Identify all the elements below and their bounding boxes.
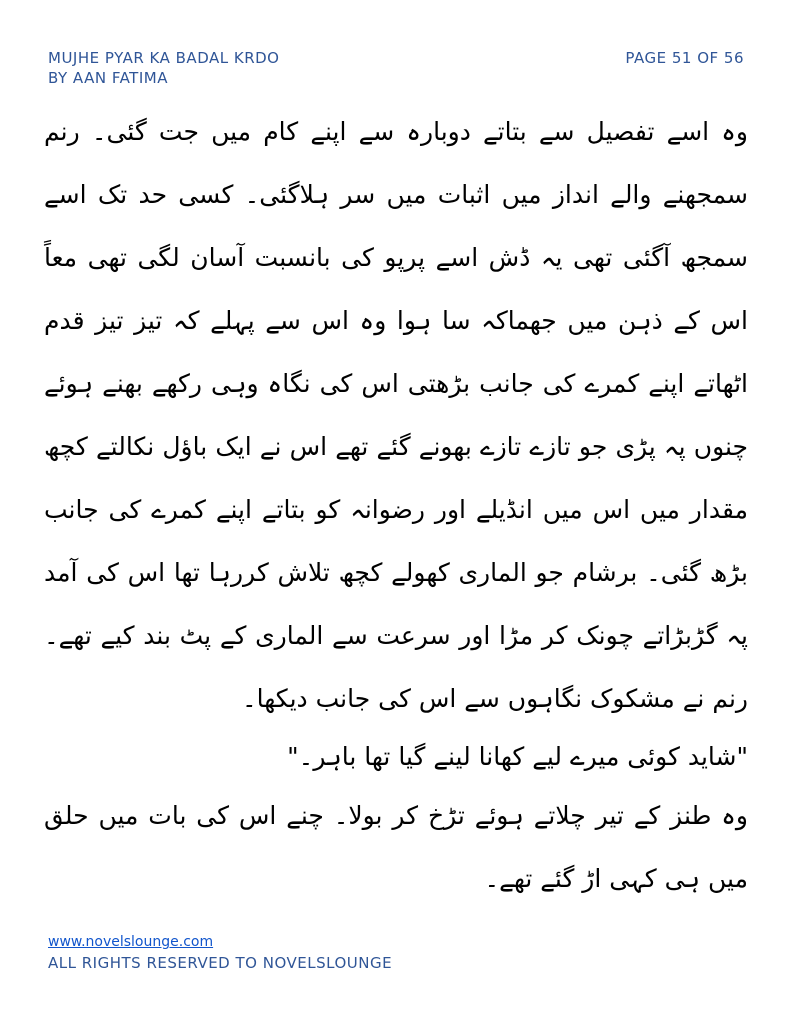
paragraph: "شاید کوئی میرے لیے کھانا لینے گیا تھا باہر۔" [287, 742, 748, 771]
footer [48, 932, 392, 974]
novel-title: MUJHE PYAR KA BADAL KRDO [48, 49, 280, 67]
paragraph: وہ اسے تفصیل سے بتاتے دوبارہ سے اپنے کام میں جت گئی۔ رنم سمجھنے والے انداز میں اثبات میں سر ہلاگئی۔ کسی حد تک اسے سمجھ آگئی تھی یہ ڈش اسے پرپو کی بانسبت آسان لگی تھی معاً اس کے ذہن میں جھماکہ سا ہوا وہ اس سے پہلے کہ تیز تیز قدم اٹھاتے اپنے کمرے کی جانب بڑھتی اس کی نگاہ وہی رکھے بھنے ہوئے چنوں پہ پڑی جو تازے تازے بھونے گئے تھے اس نے ایک باؤل نکالتے کچھ مقدار میں اس میں انڈیلے اور رضوانہ کو بتاتے اپنے کمرے کی جانب بڑھ گئی۔ برشام جو الماری کھولے کچھ تلاش کررہا تھا اس کی آمد پہ گڑبڑاتے چونک کر مڑا اور سرعت سے الماری کے پٹ بند کیے تھے۔ رنم نے مشکوک نگاہوں سے اس کی جانب دیکھا۔ [44, 117, 748, 713]
page-body [44, 100, 748, 910]
website-link[interactable]: www.novelslounge.com [48, 934, 214, 950]
page-number: PAGE 51 OF 56 [625, 49, 744, 67]
paragraph: وہ طنز کے تیر چلاتے ہوئے تڑخ کر بولا۔ چنے اس کی بات میں حلق میں ہی کہی اڑ گئے تھے۔ [44, 801, 748, 893]
author-name: BY AAN FATIMA [48, 69, 168, 87]
header-left [48, 48, 279, 88]
rights-notice: ALL RIGHTS RESERVED TO NOVELSLOUNGE [48, 954, 393, 972]
